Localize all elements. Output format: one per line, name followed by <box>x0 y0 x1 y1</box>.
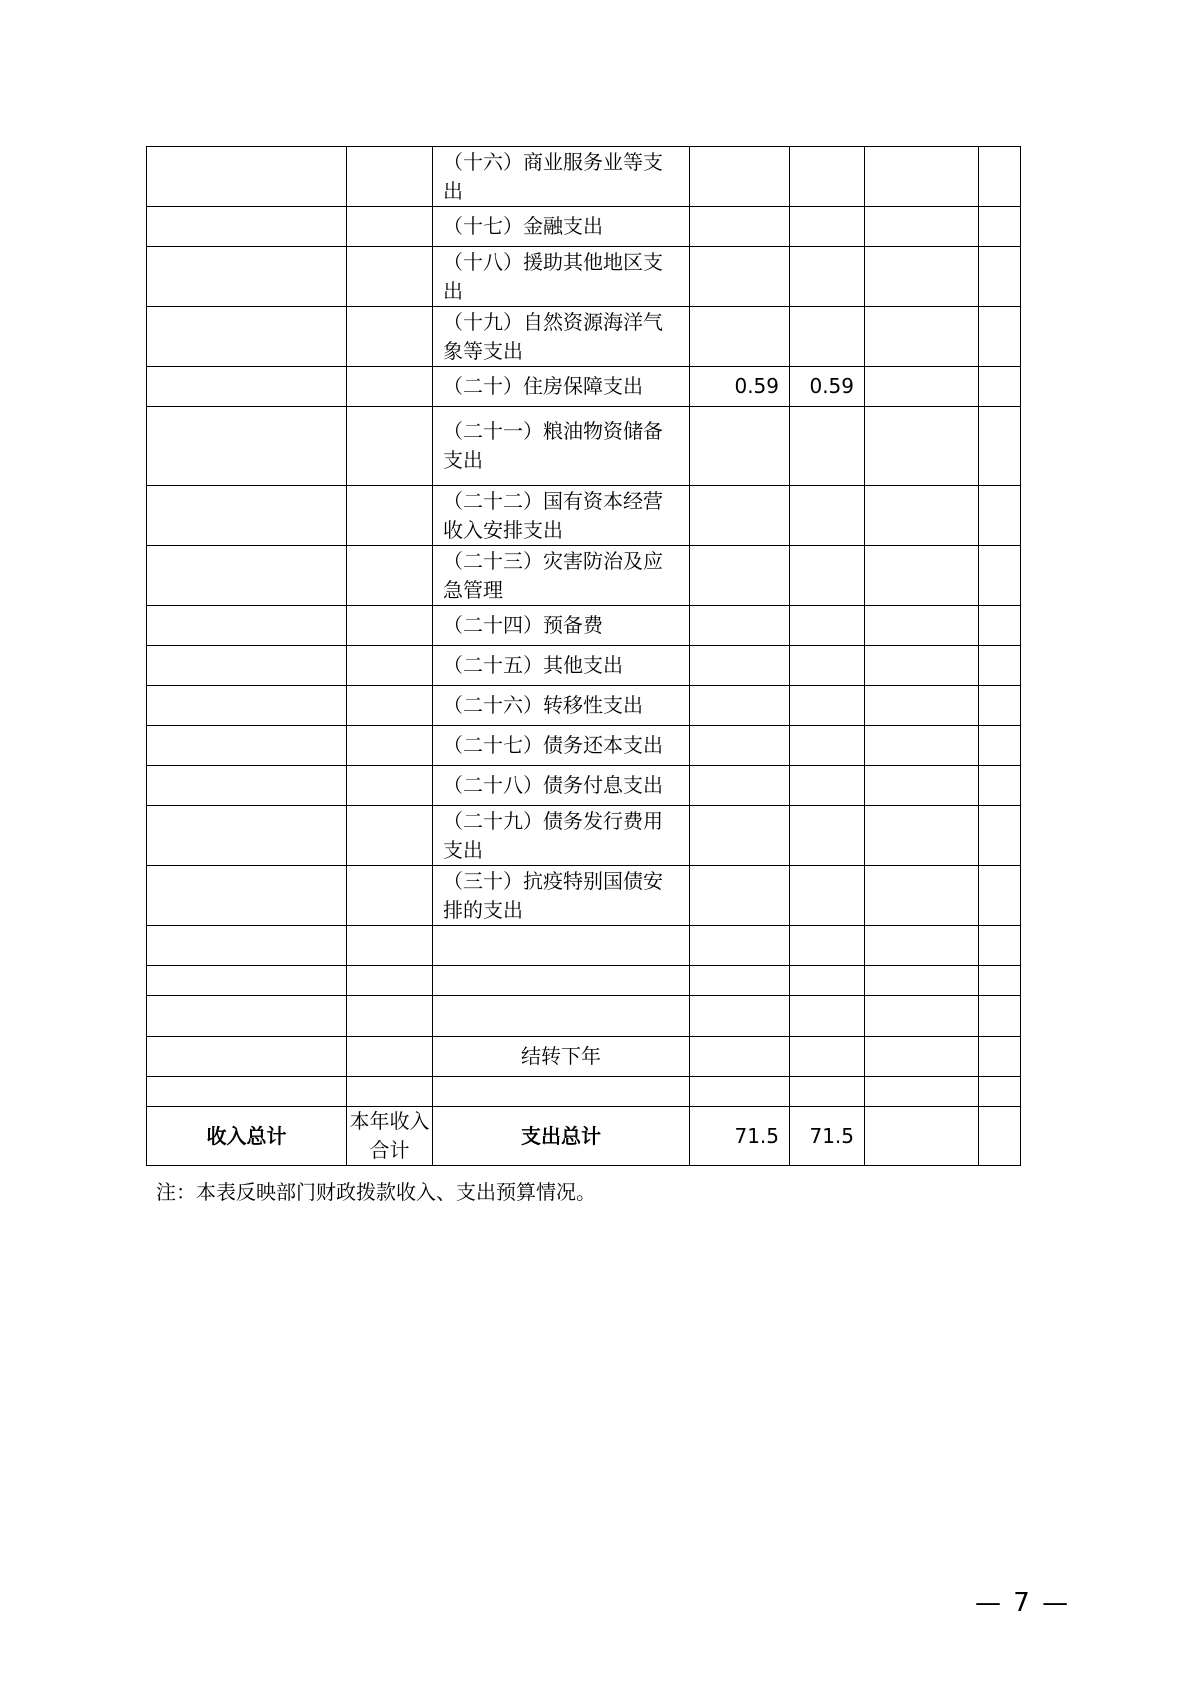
value-general <box>790 207 865 247</box>
value-general <box>790 546 865 606</box>
table-row <box>147 307 1021 367</box>
value-general <box>790 606 865 646</box>
item-name: （十七）金融支出 <box>433 207 690 247</box>
item-name: （十六）商业服务业等支出 <box>433 147 690 207</box>
item-name: （二十八）债务付息支出 <box>433 766 690 806</box>
value-total <box>690 407 790 486</box>
table-row <box>147 407 1021 486</box>
value-general <box>790 866 865 926</box>
value-total <box>690 646 790 686</box>
table-row <box>147 486 1021 546</box>
item-name: （十八）援助其他地区支出 <box>433 247 690 307</box>
value-total <box>690 726 790 766</box>
item-name: （二十五）其他支出 <box>433 646 690 686</box>
value-total <box>690 686 790 726</box>
income-total-label: 收入总计 <box>147 1107 347 1166</box>
value-general <box>790 806 865 866</box>
table-row <box>147 646 1021 686</box>
item-name: （二十九）债务发行费用支出 <box>433 806 690 866</box>
table-row <box>147 806 1021 866</box>
table-row <box>147 866 1021 926</box>
table-note: 注：本表反映部门财政拨款收入、支出预算情况。 <box>156 1180 596 1204</box>
value-total <box>690 866 790 926</box>
value-total <box>690 766 790 806</box>
item-name: （二十六）转移性支出 <box>433 686 690 726</box>
value-general <box>790 646 865 686</box>
item-name: （二十三）灾害防治及应急管理 <box>433 546 690 606</box>
value-general <box>790 407 865 486</box>
empty-row <box>147 996 1021 1037</box>
table-row <box>147 247 1021 307</box>
income-subtotal-label: 本年收入合计 <box>347 1107 433 1166</box>
expense-general-total-value: 71.5 <box>790 1107 865 1166</box>
table-row <box>147 766 1021 806</box>
value-total <box>690 546 790 606</box>
carry-forward-label: 结转下年 <box>433 1037 690 1077</box>
value-general <box>790 486 865 546</box>
table-row <box>147 147 1021 207</box>
item-name: （三十）抗疫特别国债安排的支出 <box>433 866 690 926</box>
value-general <box>790 726 865 766</box>
value-general <box>790 766 865 806</box>
value-total <box>690 247 790 307</box>
page-number: — 7 — <box>975 1588 1071 1618</box>
value-total <box>690 606 790 646</box>
empty-row <box>147 966 1021 996</box>
value-general: 0.59 <box>790 367 865 407</box>
value-general <box>790 147 865 207</box>
value-total <box>690 307 790 367</box>
value-general <box>790 247 865 307</box>
value-total <box>690 147 790 207</box>
empty-row <box>147 1077 1021 1107</box>
value-total <box>690 207 790 247</box>
table-row <box>147 686 1021 726</box>
item-name: （二十一）粮油物资储备支出 <box>433 407 690 486</box>
table-row <box>147 726 1021 766</box>
value-general <box>790 686 865 726</box>
value-total <box>690 806 790 866</box>
item-name: （二十二）国有资本经营收入安排支出 <box>433 486 690 546</box>
table-row <box>147 606 1021 646</box>
expense-total-value: 71.5 <box>690 1107 790 1166</box>
item-name: （十九）自然资源海洋气象等支出 <box>433 307 690 367</box>
table-row <box>147 546 1021 606</box>
value-total <box>690 486 790 546</box>
carry-forward-row <box>147 1037 1021 1077</box>
item-name: （二十四）预备费 <box>433 606 690 646</box>
empty-row <box>147 926 1021 966</box>
budget-table <box>146 146 1021 1166</box>
item-name: （二十七）债务还本支出 <box>433 726 690 766</box>
table-row <box>147 367 1021 407</box>
table-row <box>147 207 1021 247</box>
item-name: （二十）住房保障支出 <box>433 367 690 407</box>
expense-total-label: 支出总计 <box>433 1107 690 1166</box>
value-general <box>790 307 865 367</box>
total-row <box>147 1107 1021 1166</box>
value-total: 0.59 <box>690 367 790 407</box>
